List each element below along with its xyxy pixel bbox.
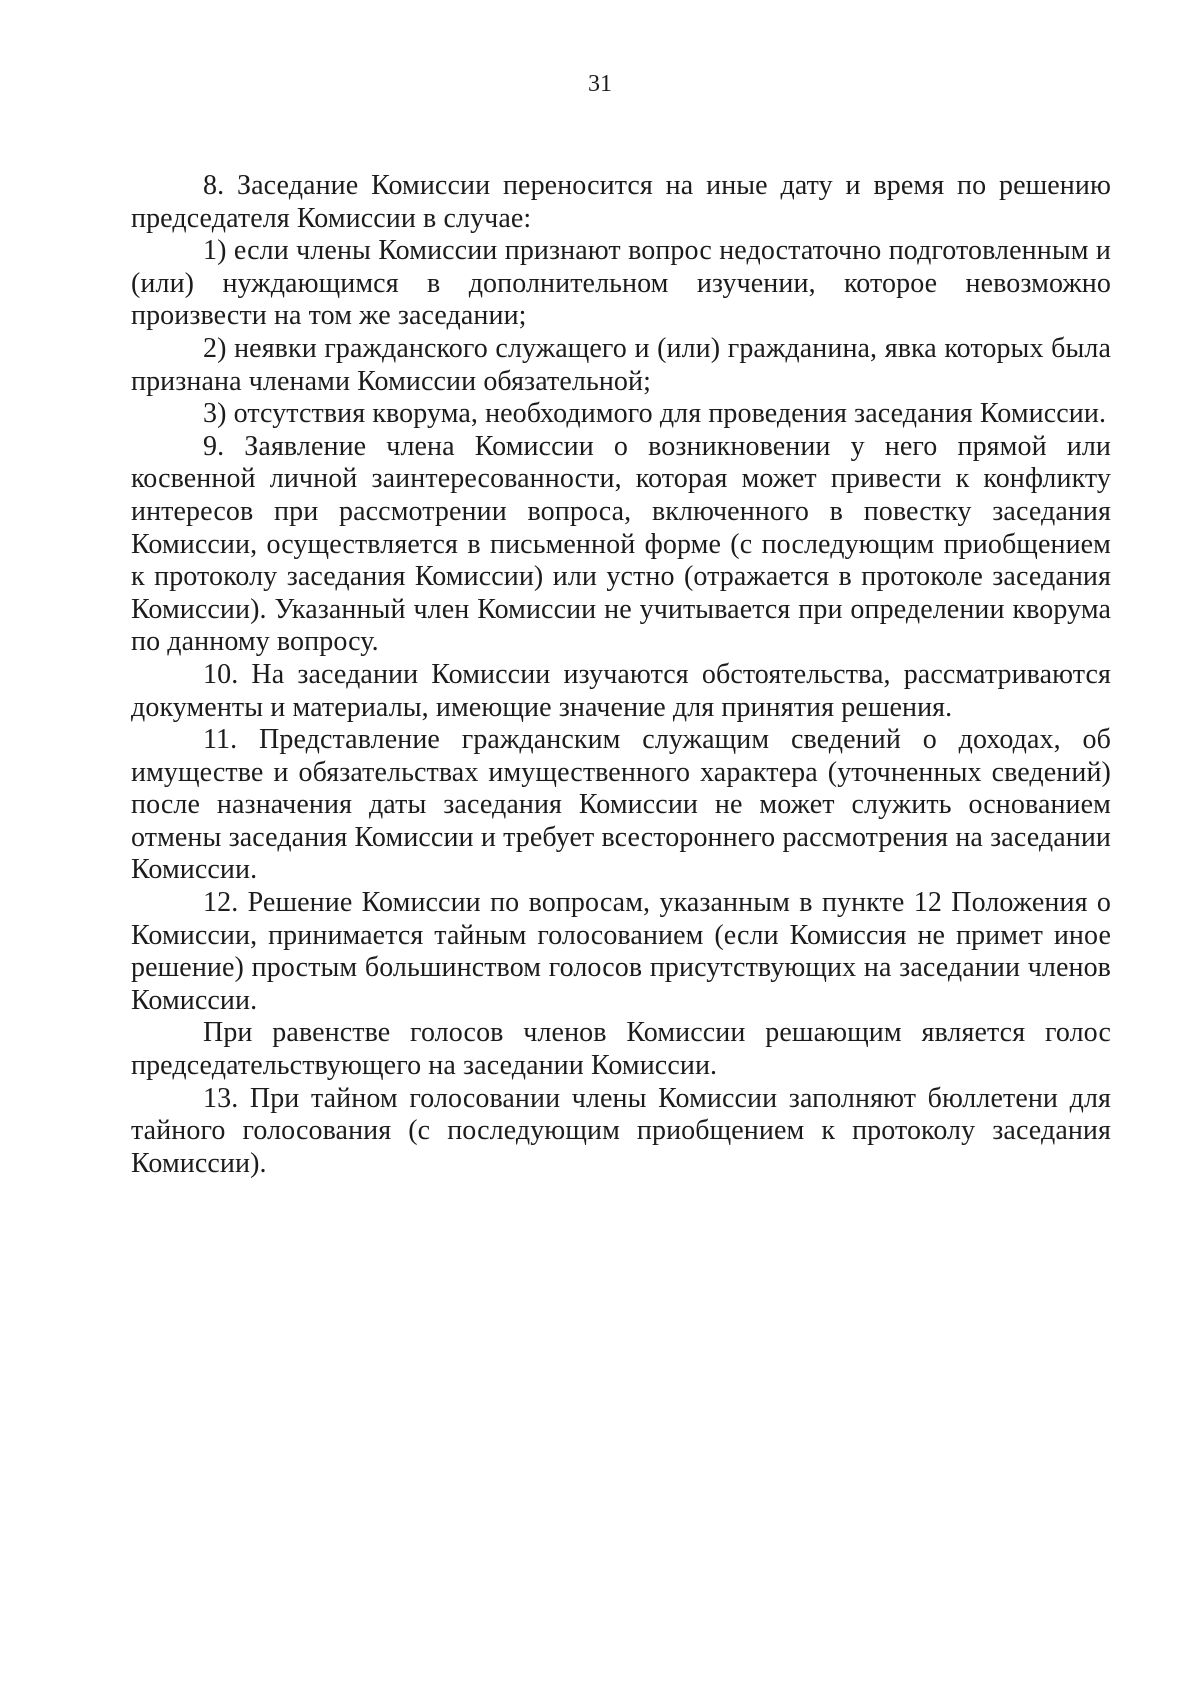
paragraph-item-12: 12. Решение Комиссии по вопросам, указанным в пункте 12 Положения о Комиссии, принимается тайным голосованием (если Комиссия не примет иное решение) простым большинством голосов присутствующих на заседании членов Комиссии. (131, 887, 1111, 1016)
paragraph-item-13: 13. При тайном голосовании члены Комиссии заполняют бюллетени для тайного голосования (с последующим приобщением к протоколу заседания Комиссии). (131, 1082, 1111, 1179)
paragraph-subitem-3: 3) отсутствия кворума, необходимого для проведения заседания Комиссии. (203, 398, 1107, 430)
paragraph-item-11: 11. Представление гражданским служащим сведений о доходах, об имуществе и обязательствах имущественного характера (уточненных сведений) после назначения даты заседания Комиссии не может служить основанием отмены заседания Комиссии и требует всестороннего рассмотрения на заседании Комиссии. (131, 724, 1111, 886)
paragraph-item-10: 10. На заседании Комиссии изучаются обстоятельства, рассматриваются документы и материалы, имеющие значение для принятия решения. (131, 658, 1111, 723)
paragraph-subitem-1: 1) если члены Комиссии признают вопрос недостаточно подготовленным и (или) нуждающимся в дополнительном изучении, которое невозможно произвести на том же заседании; (131, 235, 1111, 332)
paragraph-item-12-tie: При равенстве голосов членов Комиссии решающим является голос председательствующего на заседании Комиссии. (131, 1017, 1111, 1082)
paragraph-subitem-2: 2) неявки гражданского служащего и (или) гражданина, явка которых была признана членами Комиссии обязательной; (131, 332, 1111, 397)
document-body (131, 170, 1111, 1180)
paragraph-item-8: 8. Заседание Комиссии переносится на иные дату и время по решению председателя Комиссии в случае: (131, 170, 1111, 234)
page-number: 31 (588, 71, 612, 97)
paragraph-item-9: 9. Заявление члена Комиссии о возникновении у него прямой или косвенной личной заинтересованности, которая может привести к конфликту интересов при рассмотрении вопроса, включенного в повестку заседания Комиссии, осуществляется в письменной форме (с последующим приобщением к протоколу заседания Комиссии) или устно (отражается в протоколе заседания Комиссии). Указанный член Комиссии не учитывается при определении кворума по данному вопросу. (131, 430, 1111, 658)
